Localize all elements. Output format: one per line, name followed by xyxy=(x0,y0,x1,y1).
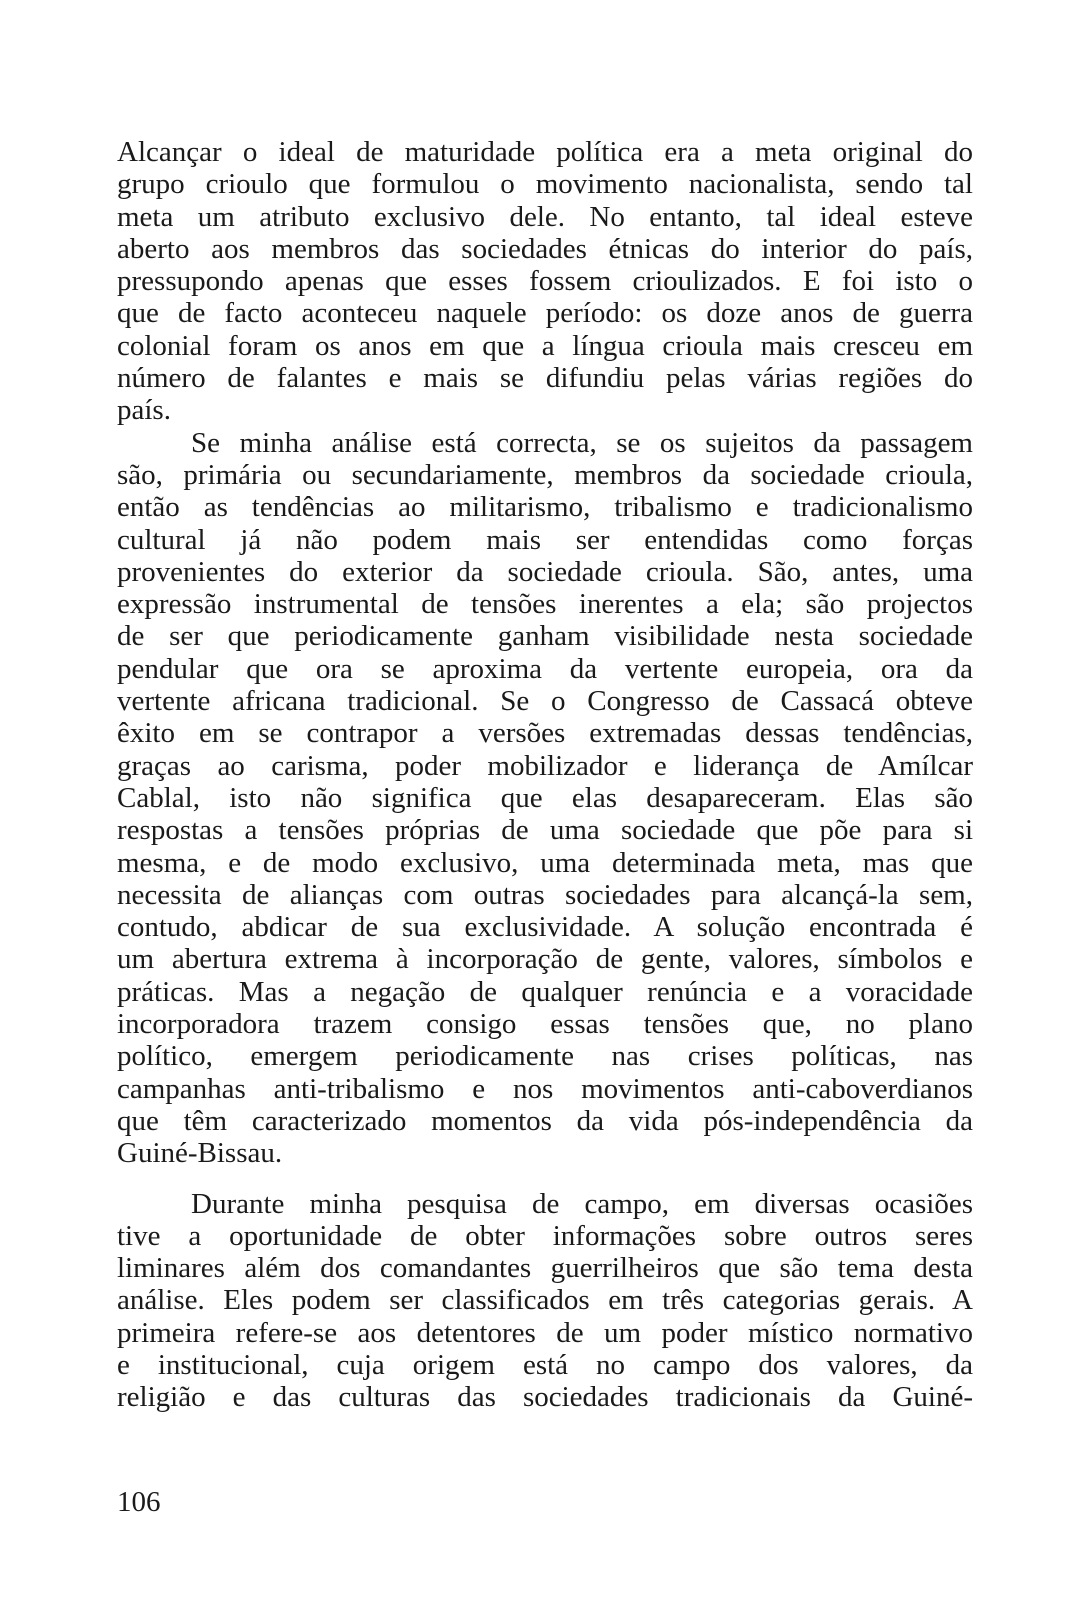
text-line: Alcançar o ideal de maturidade política era a meta original do xyxy=(117,136,973,168)
text-line: provenientes do exterior da sociedade crioula. São, antes, uma xyxy=(117,555,973,588)
paragraph xyxy=(117,136,973,427)
text-line: são, primária ou secundariamente, membros da sociedade crioula, xyxy=(117,458,973,491)
text-line: primeira refere-se aos detentores de um poder místico normativo xyxy=(117,1316,973,1349)
paragraph xyxy=(117,427,973,1170)
text-line: campanhas anti-tribalismo e nos movimentos anti-caboverdianos xyxy=(117,1072,973,1105)
text-line: práticas. Mas a negação de qualquer renúncia e a voracidade xyxy=(117,975,973,1008)
text-line: colonial foram os anos em que a língua crioula mais cresceu em xyxy=(117,329,973,362)
text-line: pendular que ora se aproxima da vertente europeia, ora da xyxy=(117,652,973,685)
text-line: vertente africana tradicional. Se o Congresso de Cassacá obteve xyxy=(117,685,973,718)
text-line: mesma, e de modo exclusivo, uma determinada meta, mas que xyxy=(117,846,973,879)
text-line: que têm caracterizado momentos da vida pós-independência da xyxy=(117,1104,973,1137)
text-line: necessita de alianças com outras sociedades para alcançá-la sem, xyxy=(117,878,973,911)
text-line: número de falantes e mais se difundiu pelas várias regiões do xyxy=(117,362,973,395)
text-line: análise. Eles podem ser classificados em três categorias gerais. A xyxy=(117,1284,973,1317)
text-line: tive a oportunidade de obter informações sobre outros seres xyxy=(117,1219,973,1252)
text-line: contudo, abdicar de sua exclusividade. A solução encontrada é xyxy=(117,911,973,944)
text-line: religião e das culturas das sociedades tradicionais da Guiné- xyxy=(117,1381,973,1414)
text-line: cultural já não podem mais ser entendidas como forças xyxy=(117,523,973,556)
text-line: Cablal, isto não significa que elas desapareceram. Elas são xyxy=(117,781,973,814)
text-line: país. xyxy=(117,394,171,427)
text-line: liminares além dos comandantes guerrilheiros que são tema desta xyxy=(117,1252,973,1285)
text-line: Guiné-Bissau. xyxy=(117,1137,283,1170)
text-line: político, emergem periodicamente nas crises políticas, nas xyxy=(117,1040,973,1073)
text-line: Se minha análise está correcta, se os sujeitos da passagem xyxy=(191,426,973,459)
text-line: grupo crioulo que formulou o movimento nacionalista, sendo tal xyxy=(117,168,973,201)
text-line: aberto aos membros das sociedades étnicas do interior do país, xyxy=(117,232,973,265)
body-text xyxy=(117,136,973,1414)
text-line: e institucional, cuja origem está no campo dos valores, da xyxy=(117,1348,973,1381)
text-line: então as tendências ao militarismo, tribalismo e tradicionalismo xyxy=(117,491,973,524)
text-line: graças ao carisma, poder mobilizador e liderança de Amílcar xyxy=(117,749,973,782)
text-line: que de facto aconteceu naquele período: os doze anos de guerra xyxy=(117,297,973,330)
text-line: meta um atributo exclusivo dele. No entanto, tal ideal esteve xyxy=(117,200,973,233)
text-line: êxito em se contrapor a versões extremadas dessas tendências, xyxy=(117,717,973,750)
text-line: um abertura extrema à incorporação de gente, valores, símbolos e xyxy=(117,943,973,976)
paragraph xyxy=(117,1188,973,1414)
text-line: pressupondo apenas que esses fossem crioulizados. E foi isto o xyxy=(117,265,973,298)
text-line: incorporadora trazem consigo essas tensões que, no plano xyxy=(117,1008,973,1041)
text-line: respostas a tensões próprias de uma sociedade que põe para si xyxy=(117,814,973,847)
text-line: de ser que periodicamente ganham visibilidade nesta sociedade xyxy=(117,620,973,653)
text-line: Durante minha pesquisa de campo, em diversas ocasiões xyxy=(191,1187,973,1220)
page-number: 106 xyxy=(117,1486,161,1518)
text-line: expressão instrumental de tensões inerentes a ela; são projectos xyxy=(117,588,973,621)
